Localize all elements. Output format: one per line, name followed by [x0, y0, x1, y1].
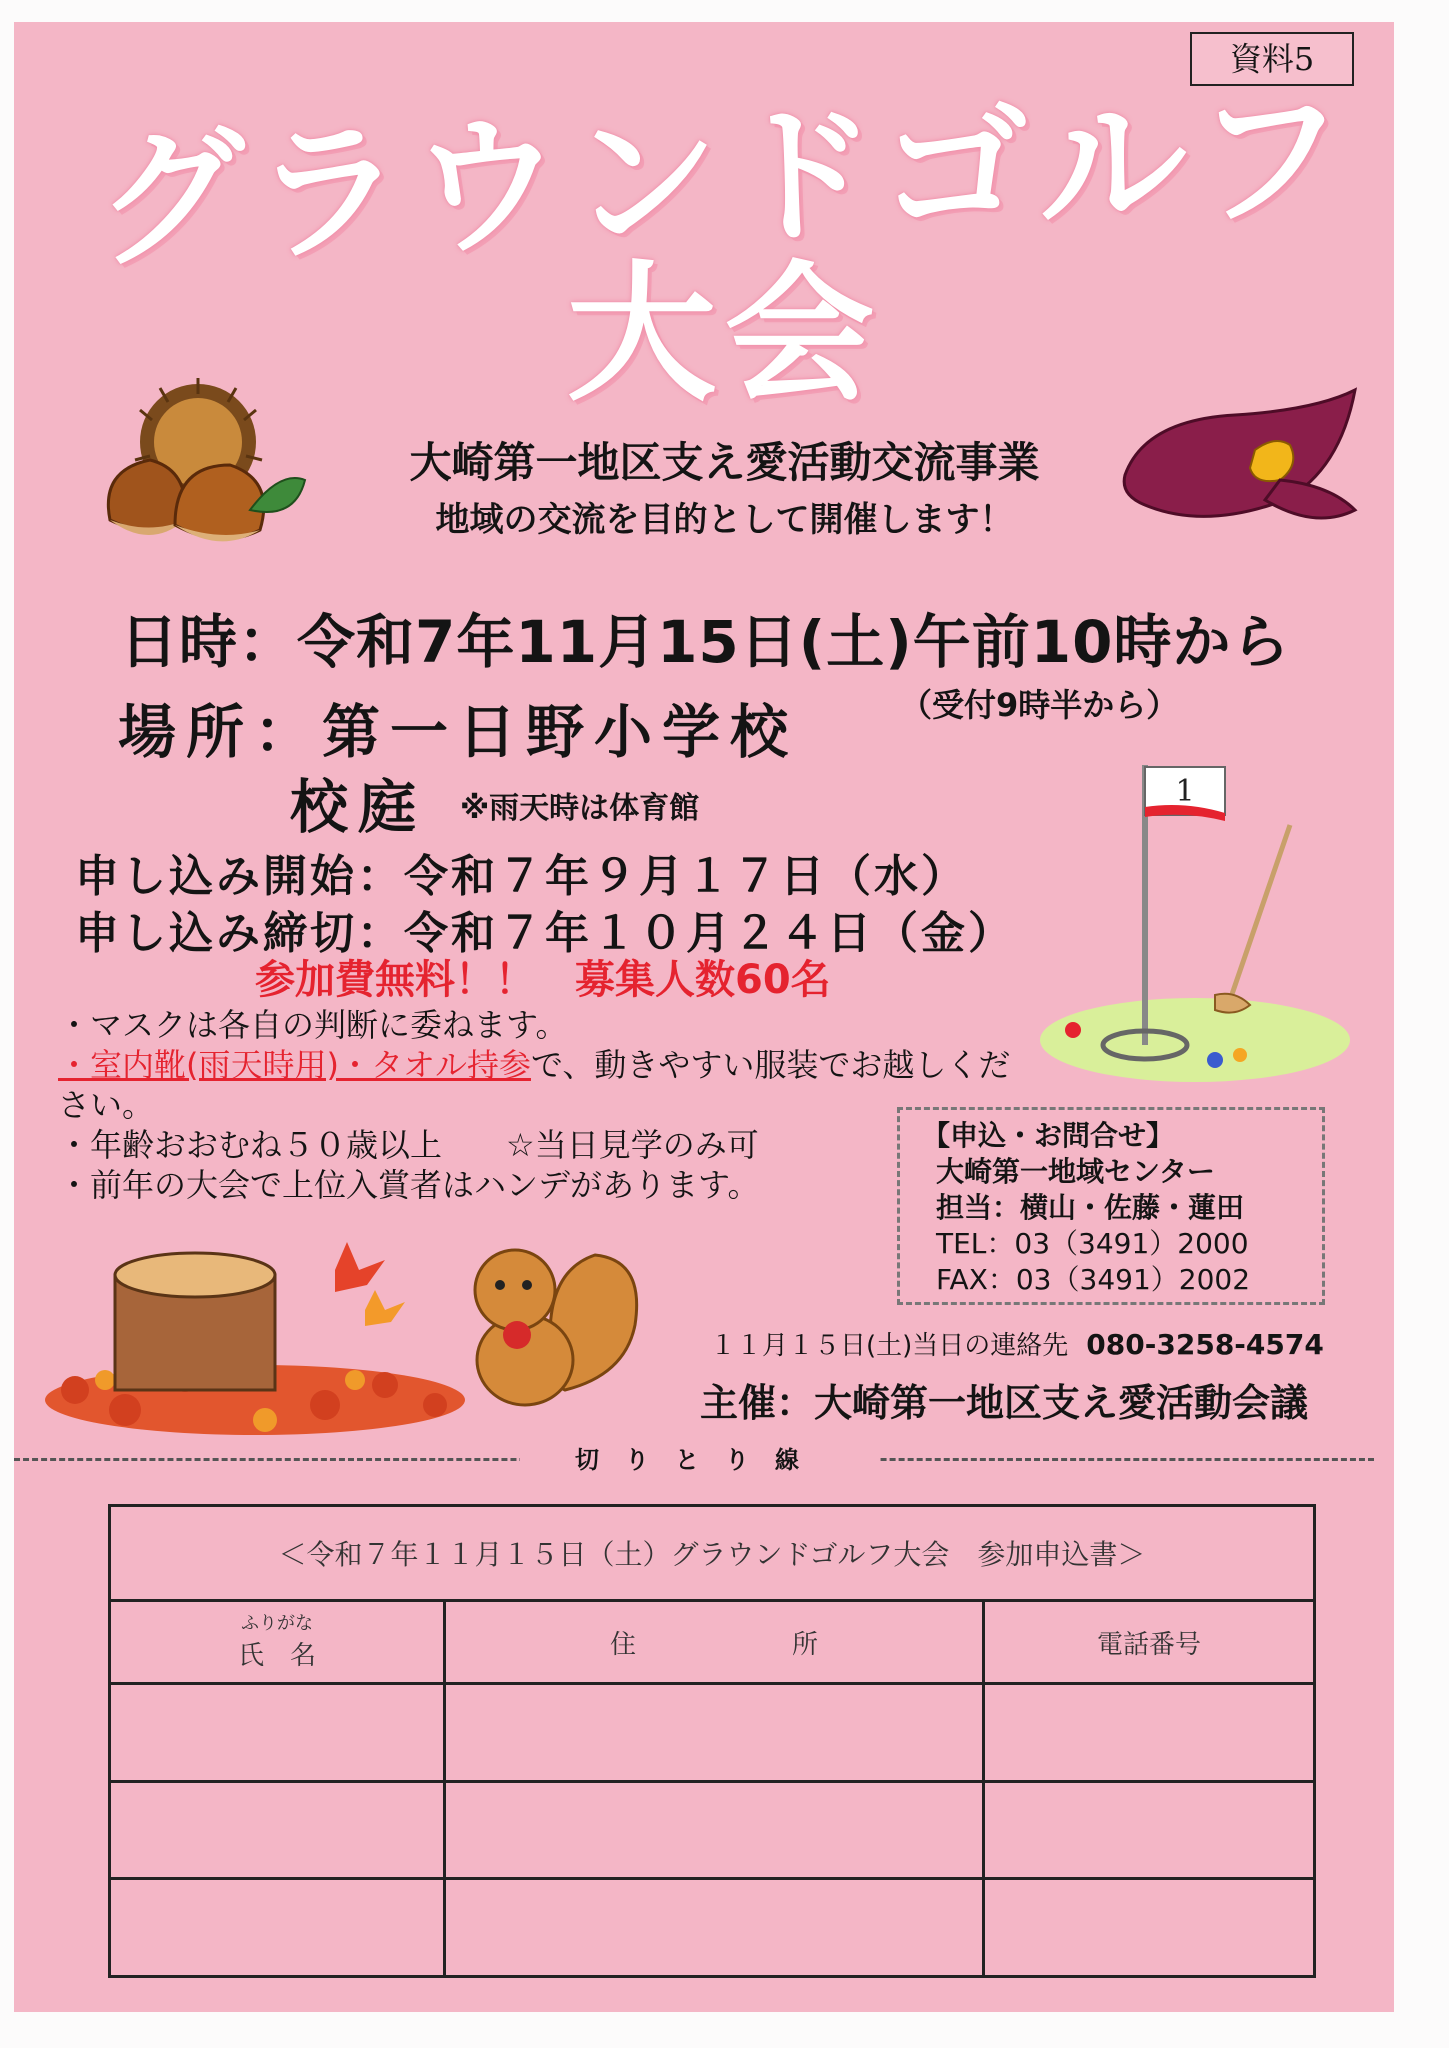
- organizer: 主催：大崎第一地区支え愛活動会議: [700, 1381, 1309, 1425]
- day-of-contact-label: １１月１５日(土)当日の連絡先: [710, 1331, 1069, 1361]
- fee-and-capacity: 参加費無料！！ 募集人数60名: [255, 957, 831, 1003]
- note-age: ・年齢おおむね５０歳以上 ☆当日見学のみ可: [58, 1126, 759, 1164]
- flag-number: 1: [1175, 774, 1195, 809]
- form-cell-phone[interactable]: [984, 1781, 1315, 1879]
- golf-club-shaft: [1230, 825, 1290, 1000]
- day-of-contact: [710, 1325, 1324, 1362]
- event-place: 場所：第一日野小学校: [118, 698, 799, 766]
- form-cell-phone[interactable]: [984, 1879, 1315, 1977]
- squirrel-eye-2: [522, 1280, 532, 1290]
- form-row: [110, 1879, 1315, 1977]
- notes-block: [58, 1005, 1038, 1205]
- title-line-2: 大会: [566, 248, 883, 422]
- form-row: [110, 1781, 1315, 1879]
- maple-leaf-1: [335, 1242, 385, 1292]
- event-datetime: 日時：令和7年11月15日(土)午前10時から: [120, 608, 1291, 676]
- squirrel-head: [475, 1250, 555, 1330]
- green-patch: [1040, 998, 1350, 1082]
- form-header-phone: 電話番号: [984, 1601, 1315, 1684]
- squirrel-eye: [495, 1280, 505, 1290]
- squirrel-acorn: [503, 1321, 531, 1349]
- note-shoes-rest: で、動きやすい服装でお越しください。: [58, 1046, 1011, 1124]
- form-header-address: 住 所: [445, 1601, 984, 1684]
- note-shoes-highlight: ・室内靴(雨天時用)・タオル持参: [58, 1046, 531, 1084]
- form-cell-name[interactable]: [110, 1781, 445, 1879]
- form-cell-address[interactable]: [445, 1781, 984, 1879]
- form-header-name-label: 氏 名: [237, 1640, 316, 1671]
- reception-time: （受付9時半から）: [900, 686, 1179, 724]
- application-deadline: 申し込み締切：令和７年１０月２４日（金）: [75, 908, 1015, 959]
- stump-top: [115, 1253, 275, 1297]
- form-cell-phone[interactable]: [984, 1684, 1315, 1782]
- cut-line-label: 切りとり線: [520, 1440, 880, 1475]
- form-title: ＜令和７年１１月１５日（土）グラウンドゴルフ大会 参加申込書＞: [110, 1506, 1315, 1601]
- contact-heading: 【申込・お問合せ】: [922, 1119, 1175, 1152]
- event-place-line2: 校庭: [290, 773, 427, 841]
- day-of-contact-phone: 080-3258-4574: [1086, 1328, 1324, 1361]
- application-form: [108, 1504, 1316, 1978]
- maple-leaf-2: [365, 1290, 405, 1326]
- form-cell-name[interactable]: [110, 1684, 445, 1782]
- contact-staff: 担当：横山・佐藤・蓮田: [936, 1191, 1245, 1224]
- form-header-furigana: ふりがな: [241, 1612, 313, 1634]
- form-header-name: [110, 1601, 445, 1684]
- ball-orange: [1233, 1048, 1247, 1062]
- application-start: 申し込み開始：令和７年９月１７日（水）: [75, 851, 968, 902]
- squirrel-illustration: [455, 1235, 645, 1420]
- form-cell-name[interactable]: [110, 1879, 445, 1977]
- contact-tel: TEL：03（3491）2000: [936, 1227, 1249, 1260]
- ground-golf-illustration: [1035, 755, 1355, 1085]
- form-cell-address[interactable]: [445, 1879, 984, 1977]
- subtitle-purpose: 地域の交流を目的として開催します！: [435, 500, 1014, 540]
- note-shoes: [58, 1045, 1038, 1125]
- contact-box: [897, 1107, 1325, 1305]
- document-number: 資料5: [1190, 32, 1354, 86]
- contact-center: 大崎第一地域センター: [936, 1155, 1215, 1188]
- ball-blue: [1207, 1052, 1223, 1068]
- rain-note: ※雨天時は体育館: [460, 791, 700, 826]
- ball-red: [1065, 1022, 1081, 1038]
- form-row: [110, 1684, 1315, 1782]
- note-mask: ・マスクは各自の判断に委ねます。: [58, 1006, 568, 1044]
- title-line-1: グラウンドゴルフ: [92, 71, 1357, 289]
- note-handicap: ・前年の大会で上位入賞者はハンデがあります。: [58, 1166, 760, 1204]
- form-cell-address[interactable]: [445, 1684, 984, 1782]
- subtitle: 大崎第一地区支え愛活動交流事業: [409, 438, 1040, 487]
- contact-fax: FAX：03（3491）2002: [936, 1263, 1251, 1296]
- stump-leaves-illustration: [35, 1230, 475, 1440]
